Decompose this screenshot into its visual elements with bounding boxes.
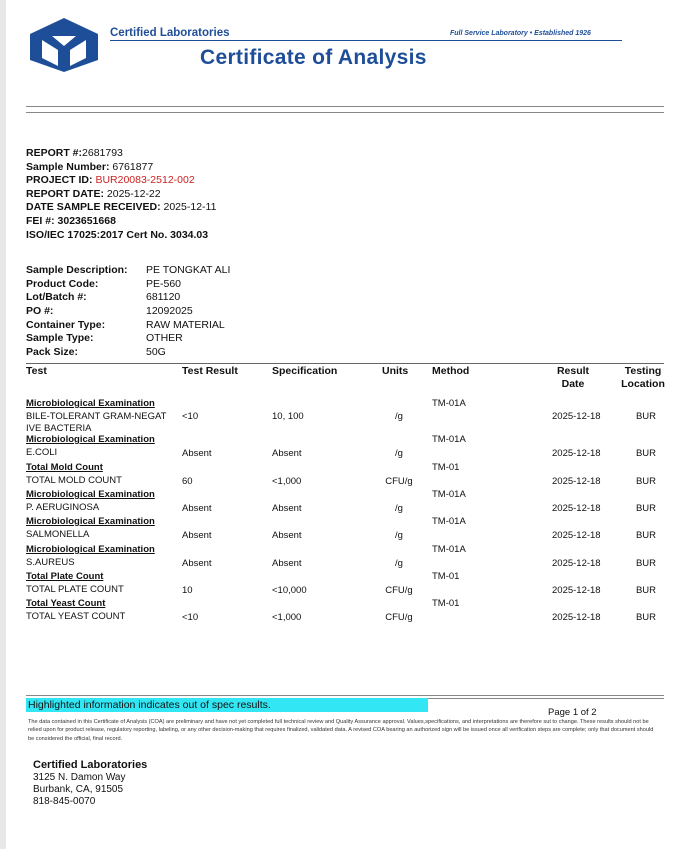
company-name: Certified Laboratories bbox=[33, 759, 148, 771]
col-location-header: Testing Location bbox=[621, 365, 665, 390]
group-heading: Total Plate Count bbox=[26, 571, 104, 582]
report-value: 2681793 bbox=[82, 147, 123, 159]
col-result-header: Test Result bbox=[182, 365, 238, 377]
divider bbox=[26, 112, 664, 113]
sample-label: Lot/Batch #: bbox=[26, 291, 87, 304]
testing-location: BUR bbox=[635, 503, 657, 514]
test-name bbox=[26, 475, 122, 487]
page-number: Page 1 of 2 bbox=[548, 707, 597, 718]
result-date: 2025-12-18 bbox=[552, 558, 601, 569]
footer-divider bbox=[26, 695, 664, 696]
col-units-header: Units bbox=[382, 365, 409, 377]
test-name bbox=[26, 447, 57, 459]
page-title: Certificate of Analysis bbox=[200, 46, 427, 69]
group-heading: Microbiological Examination bbox=[26, 544, 155, 555]
date-received-label: DATE SAMPLE RECEIVED: bbox=[26, 201, 161, 214]
test-result: Absent bbox=[182, 503, 212, 514]
sample-details bbox=[26, 264, 230, 360]
page-edge bbox=[0, 0, 6, 849]
testing-location: BUR bbox=[635, 411, 657, 422]
sample-number-value: 6761877 bbox=[112, 160, 154, 173]
tagline: Full Service Laboratory • Established 1926 bbox=[450, 30, 591, 37]
fei-label: FEI #: bbox=[26, 214, 55, 227]
units: CFU/g bbox=[385, 612, 413, 623]
sample-number-label: Sample Number: bbox=[26, 160, 110, 173]
header-divider bbox=[110, 40, 622, 41]
test-name-line: TOTAL PLATE COUNT bbox=[26, 584, 124, 595]
specification: Absent bbox=[272, 558, 302, 569]
sample-value: RAW MATERIAL bbox=[146, 318, 225, 331]
test-result: 60 bbox=[182, 476, 193, 487]
group-heading: Microbiological Examination bbox=[26, 398, 155, 409]
group-heading: Microbiological Examination bbox=[26, 516, 155, 527]
test-name bbox=[26, 502, 99, 514]
specification: <10,000 bbox=[272, 585, 307, 596]
test-name bbox=[26, 411, 166, 435]
test-result: Absent bbox=[182, 448, 212, 459]
units: CFU/g bbox=[385, 476, 413, 487]
test-result: Absent bbox=[182, 530, 212, 541]
method: TM-01 bbox=[432, 598, 460, 609]
test-name-line: TOTAL YEAST COUNT bbox=[26, 611, 126, 622]
testing-location: BUR bbox=[635, 558, 657, 569]
test-result: 10 bbox=[182, 585, 193, 596]
method: TM-01A bbox=[432, 489, 466, 500]
sample-row bbox=[26, 264, 230, 278]
col-spec-header: Specification bbox=[272, 365, 338, 377]
sample-row bbox=[26, 291, 230, 305]
sample-value: 50G bbox=[146, 346, 166, 359]
address-block bbox=[33, 758, 147, 808]
sample-row bbox=[26, 319, 230, 333]
street: 3125 N. Damon Way bbox=[33, 772, 126, 783]
certified-labs-logo bbox=[28, 16, 100, 74]
specification: 10, 100 bbox=[272, 411, 304, 422]
testing-location: BUR bbox=[635, 612, 657, 623]
testing-location: BUR bbox=[635, 448, 657, 459]
sample-row bbox=[26, 278, 230, 292]
specification: <1,000 bbox=[272, 476, 302, 487]
col-test-header: Test bbox=[26, 365, 47, 377]
specification: <1,000 bbox=[272, 612, 302, 623]
col-method-header: Method bbox=[432, 365, 470, 377]
sample-value: PE-560 bbox=[146, 277, 182, 290]
testing-location: BUR bbox=[635, 530, 657, 541]
result-date: 2025-12-18 bbox=[552, 530, 601, 541]
sample-label: Product Code: bbox=[26, 277, 99, 290]
project-id-value: BUR20083-2512-002 bbox=[95, 174, 195, 187]
report-date-label: REPORT DATE: bbox=[26, 187, 104, 200]
units: /g bbox=[395, 448, 403, 459]
units: /g bbox=[395, 558, 403, 569]
sample-label: Pack Size: bbox=[26, 346, 78, 359]
group-heading: Microbiological Examination bbox=[26, 434, 155, 445]
table-header-rule bbox=[26, 363, 664, 364]
phone: 818-845-0070 bbox=[33, 796, 96, 807]
sample-value: PE TONGKAT ALI bbox=[146, 264, 231, 276]
test-result: <10 bbox=[182, 411, 199, 422]
fei-value: 3023651668 bbox=[57, 214, 116, 227]
iso-cert: ISO/IEC 17025:2017 Cert No. 3034.03 bbox=[26, 228, 209, 241]
units: /g bbox=[395, 411, 403, 422]
units: /g bbox=[395, 530, 403, 541]
project-id-label: PROJECT ID: bbox=[26, 174, 93, 187]
report-label: REPORT #: bbox=[26, 147, 83, 159]
brand-name: Certified Laboratories bbox=[110, 27, 230, 39]
method: TM-01A bbox=[432, 398, 466, 409]
test-name bbox=[26, 557, 75, 569]
test-name-line: P. AERUGINOSA bbox=[26, 502, 100, 513]
report-info bbox=[26, 147, 216, 242]
sample-row bbox=[26, 305, 230, 319]
test-name-line: SALMONELLA bbox=[26, 529, 90, 540]
out-of-spec-note: Highlighted information indicates out of spec results. bbox=[26, 698, 428, 712]
group-heading: Microbiological Examination bbox=[26, 489, 155, 500]
test-name-line: S.AUREUS bbox=[26, 557, 75, 568]
specification: Absent bbox=[272, 448, 302, 459]
testing-location: BUR bbox=[635, 476, 657, 487]
test-name-line: BILE-TOLERANT GRAM-NEGAT bbox=[26, 411, 167, 422]
test-name bbox=[26, 611, 125, 623]
units: CFU/g bbox=[385, 585, 413, 596]
method: TM-01 bbox=[432, 462, 460, 473]
test-name-line: E.COLI bbox=[26, 447, 58, 458]
method: TM-01A bbox=[432, 434, 466, 445]
report-date-value: 2025-12-22 bbox=[106, 187, 161, 200]
result-date: 2025-12-18 bbox=[552, 585, 601, 596]
sample-value: OTHER bbox=[146, 332, 183, 345]
specification: Absent bbox=[272, 530, 302, 541]
sample-label: Container Type: bbox=[26, 318, 106, 331]
method: TM-01A bbox=[432, 516, 466, 527]
disclaimer: The data contained in this Certificate of Analysis (COA) are preliminary and have not yet completed full technical review and Quality Assurance approval. Values,specifications, and interpretations are therefore sut to change. These results should not be relied upon for product release, regulatory reporting, labeling, or any other decision-making that requires finalized, validated data. A revised COA bearing an authorized sign will be issued once all verification steps are complete; only that document should be considered the official, final record. bbox=[28, 719, 654, 742]
test-result: <10 bbox=[182, 612, 199, 623]
method: TM-01 bbox=[432, 571, 460, 582]
result-date: 2025-12-18 bbox=[552, 448, 601, 459]
test-result: Absent bbox=[182, 558, 212, 569]
sample-value: 681120 bbox=[146, 291, 181, 304]
city: Burbank, CA, 91505 bbox=[33, 784, 124, 795]
result-date: 2025-12-18 bbox=[552, 503, 601, 514]
divider bbox=[26, 106, 664, 107]
result-date: 2025-12-18 bbox=[552, 612, 601, 623]
test-name-line: TOTAL MOLD COUNT bbox=[26, 475, 122, 486]
method: TM-01A bbox=[432, 544, 466, 555]
sample-label: PO #: bbox=[26, 305, 54, 318]
sample-label: Sample Description: bbox=[26, 264, 128, 276]
sample-row bbox=[26, 332, 230, 346]
units: /g bbox=[395, 503, 403, 514]
testing-location: BUR bbox=[635, 585, 657, 596]
sample-label: Sample Type: bbox=[26, 332, 94, 345]
sample-row bbox=[26, 346, 230, 360]
sample-value: 12092025 bbox=[146, 305, 193, 318]
test-name-line: IVE BACTERIA bbox=[26, 423, 92, 434]
date-received-value: 2025-12-11 bbox=[163, 201, 217, 214]
col-date-header: Result Date bbox=[556, 365, 590, 390]
test-name bbox=[26, 529, 89, 541]
group-heading: Total Mold Count bbox=[26, 462, 103, 473]
group-heading: Total Yeast Count bbox=[26, 598, 106, 609]
result-date: 2025-12-18 bbox=[552, 476, 601, 487]
specification: Absent bbox=[272, 503, 302, 514]
test-name bbox=[26, 584, 124, 596]
result-date: 2025-12-18 bbox=[552, 411, 601, 422]
